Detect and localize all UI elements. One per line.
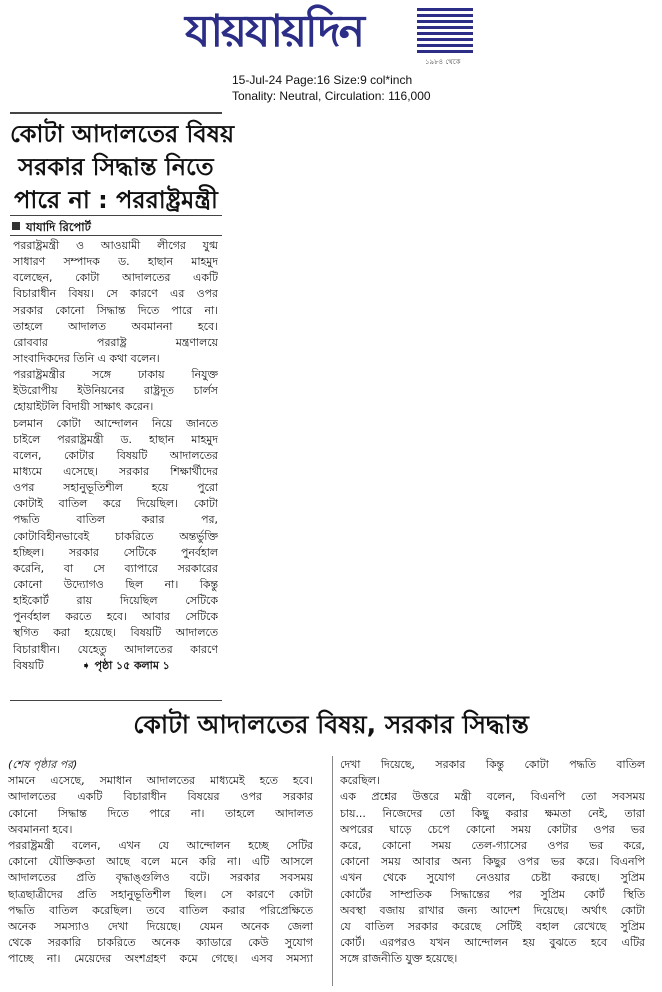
body-line: হচ্ছিল। সরকার সেটিকে পুনর্বহাল xyxy=(13,545,218,559)
body-line: হোয়াইটলি বিদায়ী সাক্ষাৎ করেন। xyxy=(13,400,154,414)
column-divider xyxy=(332,756,333,986)
body-line: সাংবাদিকদের তিনি এ কথা বলেন। xyxy=(13,351,160,365)
headline-rule xyxy=(10,215,222,216)
body-line: মাধ্যমে এসেছে। সরকার শিক্ষার্থীদের xyxy=(13,464,218,478)
body-line: সঙ্গে রাজনীতি যুক্ত হয়েছে। xyxy=(340,952,458,966)
continued-on-text: পৃষ্ঠা ১৫ কলাম ১ xyxy=(94,658,170,672)
body-line: বলেছেন, কোটা আদালতের একটি xyxy=(13,271,218,285)
body-line: কোনো সময় আবার অন্য কিছুর ওপর ভর করে। বিএনপি xyxy=(340,855,645,869)
body-line: সাধারণ সম্পাদক ড. হাছান মাহমুদ xyxy=(13,255,218,269)
body-line: বলেন, কোটার বিষয়টি আদালতের xyxy=(13,448,218,462)
headline-line: সরকার সিদ্ধান্ত নিতে xyxy=(18,153,214,181)
body-line-text: বিষয়টি xyxy=(13,658,44,672)
body-line: বিচারাধীন। যেহেতু আদালতের কারণে xyxy=(13,642,218,656)
byline xyxy=(12,219,91,235)
masthead-title: যায়যায়দিন xyxy=(185,6,364,57)
byline-rule xyxy=(10,235,222,236)
body-line: পররাষ্ট্রমন্ত্রী ও আওয়ামী লীগের যুগ্ম xyxy=(13,239,218,252)
body-line: কোর্টের সাম্প্রতিক সিদ্ধান্তের পর সুপ্রিম কোর্ট স্থিতি xyxy=(340,887,645,901)
body-line: বিচারাধীন বিষয়। সে কারণে এর ওপর xyxy=(13,287,218,301)
body-line: স্থগিত করা হয়েছে। বিষয়টি আদালতে xyxy=(13,626,218,640)
body-line: ওপর সহানুভূতিশীল হয়ে পুরো xyxy=(13,481,218,495)
masthead-stripes xyxy=(417,8,473,54)
body-line: করেনি, বা সে ব্যাপারে সরকারের xyxy=(13,561,218,575)
body-line: পাচ্ছে না। মেয়েদের অংশগ্রহণ কমে গেছে। এসব সমস্যা xyxy=(8,952,313,966)
body-line: তাহলে আদালত অবমাননা হবে। xyxy=(13,319,218,333)
byline-square-icon xyxy=(12,222,20,230)
body-line: করে, কোনো সময় তেল-গ্যাসের ওপর ভর করে, xyxy=(340,838,645,852)
body-line: পুনর্বহাল করতে হবে। আবার সেটিকে xyxy=(13,610,218,624)
byline-text: যাযাদি রিপোর্ট xyxy=(26,220,91,234)
body-line: অপরের ঘাড়ে চেপে কোনো সময় কোটার ওপর ভর xyxy=(340,822,645,836)
headline-line: পারে না : পররাষ্ট্রমন্ত্রী xyxy=(14,186,218,214)
body-line: সামনে এসেছে, সমাধান আদালতের মাধ্যমেই হতে হবে। xyxy=(8,774,313,788)
body-line: আদালতের একটি বিচারাধীন বিষয়ের ওপর সরকার xyxy=(8,790,313,804)
body-line: অবমাননা হবে। xyxy=(8,822,73,836)
body-line: এক প্রশ্নের উত্তরে মন্ত্রী বলেন, বিএনপি তো সবসময় xyxy=(340,790,645,804)
body-line-last xyxy=(13,658,218,674)
masthead-tagline: ১৯৮৪ থেকে xyxy=(425,58,461,66)
continuation-right-column xyxy=(340,757,645,967)
body-line: কোনো সিদ্ধান্ত দিতে পারে না। তাহলে আদালত xyxy=(8,806,313,820)
article-top-rule xyxy=(10,112,222,114)
body-line: কোনো যৌক্তিকতা আছে বলে মনে করি না। এটি আসলে xyxy=(8,855,313,869)
body-line: চায়... নিজেদের তো কিছু করার ক্ষমতা নেই, তারা xyxy=(340,806,645,820)
body-line: ইউরোপীয় ইউনিয়নের রাষ্ট্রদূত চার্লস xyxy=(13,384,218,398)
body-line: আদালতের প্রতি বৃদ্ধাঙ্গুলিও বটে। সরকার সবসময় xyxy=(8,871,313,885)
body-line: কোনো উদ্যোগও ছিল না। কিন্তু xyxy=(13,577,218,591)
body-line: যে বাতিল সরকার করেছে সেটিই বহাল রেখেছে সুপ্রিম xyxy=(340,919,645,933)
body-line: সরকার কোনো সিদ্ধান্ত দিতে পারে না। xyxy=(13,303,218,317)
body-line: পদ্ধতি বাতিল করার পর, xyxy=(13,513,218,527)
article-bottom-rule xyxy=(10,700,222,701)
continued-on: ➧ পৃষ্ঠা ১৫ কলাম ১ xyxy=(81,658,170,672)
body-line: এখন থেকে সুযোগ নেওয়ার চেষ্টা করছে। সুপ্রিম xyxy=(340,871,645,885)
continuation-headline: কোটা আদালতের বিষয়, সরকার সিদ্ধান্ত xyxy=(133,710,529,739)
body-line: অনেক সমস্যাও দেখা দিয়েছে। যেমন অনেক জেলা xyxy=(8,919,313,933)
body-line: অবস্থা বজায় রাখার জন্য আদেশ দিয়েছে। অর্থাৎ কোটা xyxy=(340,903,645,917)
headline-line: কোটা আদালতের বিষয় xyxy=(10,120,235,148)
body-line: কোর্ট। এরপরও যখন আন্দোলন হয় বুঝতে হবে এটির xyxy=(340,936,645,950)
clipping-meta xyxy=(232,72,431,104)
body-line: হাইকোর্ট রায় দিয়েছিল সেটিকে xyxy=(13,594,218,608)
masthead-logo xyxy=(185,2,475,68)
body-line: পদ্ধতি বাতিল করেছিল। তবে বাতিল করার পরিপ্রেক্ষিতে xyxy=(8,903,313,917)
body-line: পররাষ্ট্রমন্ত্রী বলেন, এখন যে আন্দোলন হচ্ছে সেটির xyxy=(8,838,313,852)
body-line: ছাত্রছাত্রীদের প্রতি সহানুভূতিশীল ছিল। সে কারণে কোটা xyxy=(8,887,313,901)
body-line: চাইলে পররাষ্ট্রমন্ত্রী ড. হাছান মাহমুদ xyxy=(13,432,218,446)
article-body xyxy=(13,238,218,674)
clipping-date-size: 15-Jul-24 Page:16 Size:9 col*inch xyxy=(232,73,413,87)
body-line: রোববার পররাষ্ট্র মন্ত্রণালয়ে xyxy=(13,335,218,349)
article-headline xyxy=(10,118,235,217)
body-line: দেখা দিয়েছে, সরকার কিন্তু কোটা পদ্ধতি বাতিল xyxy=(340,758,645,771)
body-line: কোটাই বাতিল করে দিয়েছিল। কোটা xyxy=(13,497,218,511)
body-line: চলমান কোটা আন্দোলন নিয়ে জানতে xyxy=(13,416,218,430)
body-line: করেছিল। xyxy=(340,774,380,788)
body-line: পররাষ্ট্রমন্ত্রীর সঙ্গে ঢাকায় নিযুক্ত xyxy=(13,368,218,382)
continuation-left-column xyxy=(8,757,313,967)
clipping-tonality: Tonality: Neutral, Circulation: 116,000 xyxy=(232,89,431,103)
body-line: থেকে সরকারি চাকরিতে অনেক ক্যাডারে কেউ সুযোগ xyxy=(8,936,313,950)
continued-from: (শেষ পৃষ্ঠার পর) xyxy=(8,758,78,771)
body-line: কোটাবিহীনভাবেই চাকরিতে অন্তর্ভুক্তি xyxy=(13,529,218,543)
